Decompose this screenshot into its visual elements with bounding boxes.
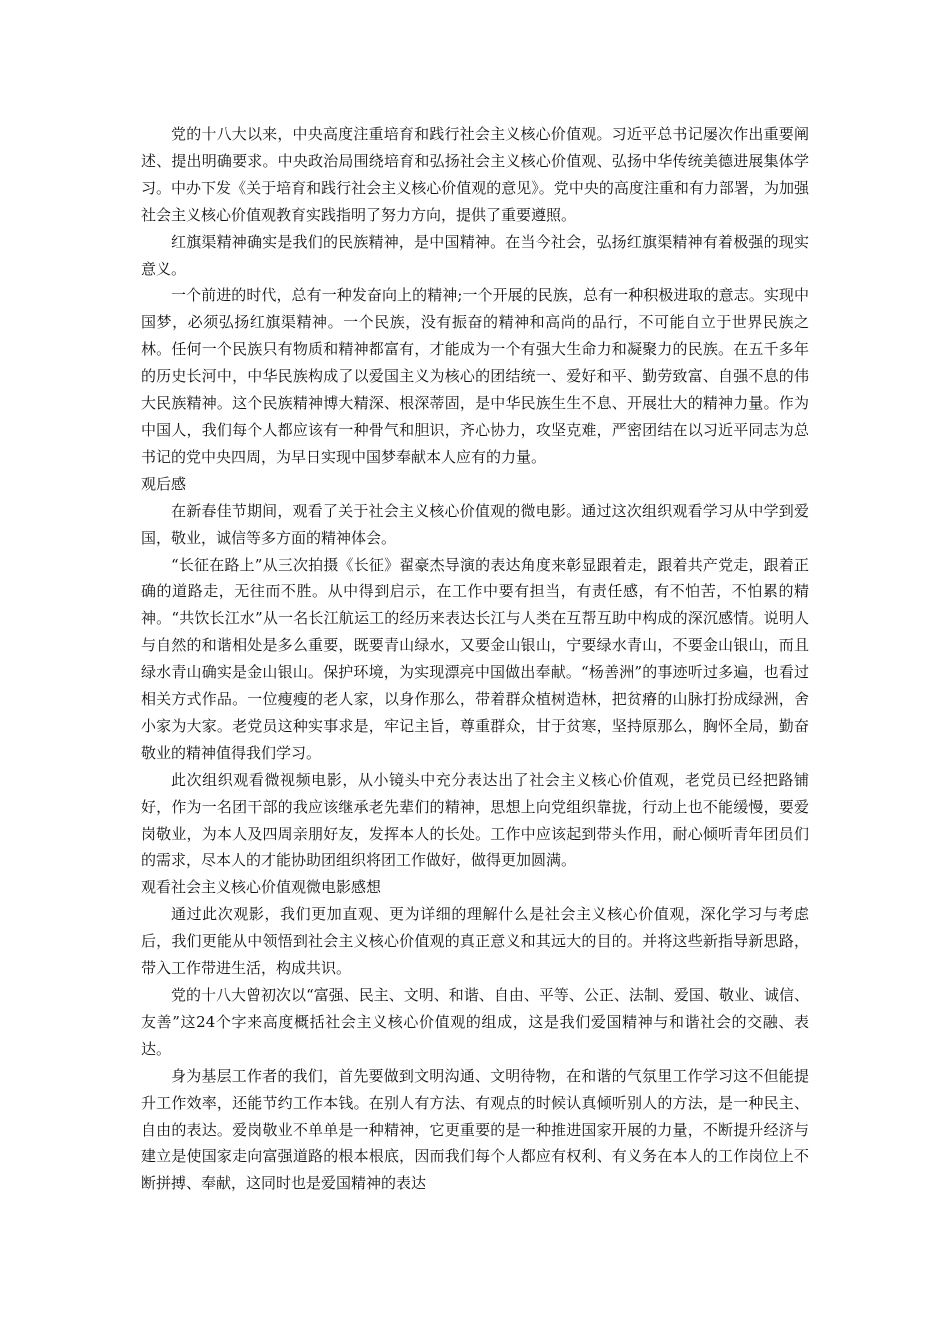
document-body — [141, 121, 809, 1197]
section-heading: 观后感 — [141, 474, 187, 493]
paragraph: 此次组织观看微视频电影，从小镜头中充分表达出了社会主义核心价值观，老党员已经把路铺好，作为一名团干部的我应该继承老先辈们的精神，思想上向党组织靠拢，行动上也不能缓慢，要爱岗敬业，为本人及四周亲朋好友，发挥本人的长处。工作中应该起到带头作用，耐心倾听青年团员们的需求，尽本人的才能协助团组织将团工作做好，做得更加圆满。 — [141, 770, 809, 870]
paragraph: 党的十八大曾初次以“富强、民主、文明、和谐、自由、平等、公正、法制、爱国、敬业、诚信、友善”这24个字来高度概括社会主义核心价值观的组成，这是我们爱国精神与和谐社会的交融、表达。 — [141, 986, 809, 1058]
paragraph: 在新春佳节期间，观看了关于社会主义核心价值观的微电影。通过这次组织观看学习从中学到爱国，敬业，诚信等多方面的精神体会。 — [141, 501, 809, 547]
paragraph: 一个前进的时代，总有一种发奋向上的精神;一个开展的民族，总有一种积极进取的意志。实现中国梦，必须弘扬红旗渠精神。一个民族，没有振奋的精神和高尚的品行，不可能自立于世界民族之林。任何一个民族只有物质和精神都富有，才能成为一个有强大生命力和凝聚力的民族。在五千多年的历史长河中，中华民族构成了以爱国主义为核心的团结统一、爱好和平、勤劳致富、自强不息的伟大民族精神。这个民族精神博大精深、根深蒂固，是中华民族生生不息、开展壮大的精神力量。作为中国人，我们每个人都应该有一种骨气和胆识，齐心协力，攻坚克难，严密团结在以习近平同志为总书记的党中央四周，为早日实现中国梦奉献本人应有的力量。 — [141, 286, 809, 466]
film-thoughts-section — [141, 874, 809, 1197]
section-heading: 观看社会主义核心价值观微电影感想 — [141, 878, 382, 897]
reflection-section — [141, 471, 809, 875]
paragraph: “长征在路上”从三次拍摄《长征》翟豪杰导演的表达角度来彰显跟着走，跟着共产党走，跟着正确的道路走，无往而不胜。从中得到启示，在工作中要有担当，有责任感，有不怕苦，不怕累的精神。“共饮长江水”从一名长江航运工的经历来表达长江与人类在互帮互助中构成的深沉感情。说明人与自然的和谐相处是多么重要，既要青山绿水，又要金山银山，宁要绿水青山，不要金山银山，而且绿水青山确实是金山银山。保护环境，为实现漂亮中国做出奉献。“杨善洲”的事迹听过多遍，也看过相关方式作品。一位瘦瘦的老人家，以身作那么，带着群众植树造林，把贫瘠的山脉打扮成绿洲，舍小家为大家。老党员这种实事求是，牢记主旨，尊重群众，甘于贫寒，坚持原那么，胸怀全局，勤奋敬业的精神值得我们学习。 — [141, 555, 809, 762]
paragraph: 党的十八大以来，中央高度注重培育和践行社会主义核心价值观。习近平总书记屡次作出重要阐述、提出明确要求。中央政治局围绕培育和弘扬社会主义核心价值观、弘扬中华传统美德进展集体学习。中办下发《关于培育和践行社会主义核心价值观的意见》。党中央的高度注重和有力部署，为加强社会主义核心价值观教育实践指明了努力方向，提供了重要遵照。 — [141, 125, 809, 224]
paragraph: 红旗渠精神确实是我们的民族精神，是中国精神。在当今社会，弘扬红旗渠精神有着极强的现实意义。 — [141, 232, 809, 278]
paragraph: 身为基层工作者的我们，首先要做到文明沟通、文明待物，在和谐的气氛里工作学习这不但能提升工作效率，还能节约工作本钱。在别人有方法、有观点的时候认真倾听别人的方法，是一种民主、自由的表达。爱岗敬业不单单是一种精神，它更重要的是一种推进国家开展的力量，不断提升经济与建立是使国家走向富强道路的根本根底，因而我们每个人都应有权利、有义务在本人的工作岗位上不断拼搏、奉献，这同时也是爱国精神的表达 — [141, 1066, 809, 1193]
intro-section — [141, 121, 809, 471]
paragraph: 通过此次观影，我们更加直观、更为详细的理解什么是社会主义核心价值观，深化学习与考虑后，我们更能从中领悟到社会主义核心价值观的真正意义和其远大的目的。并将这些新指导新思路，带入工作带进生活，构成共识。 — [141, 905, 809, 978]
